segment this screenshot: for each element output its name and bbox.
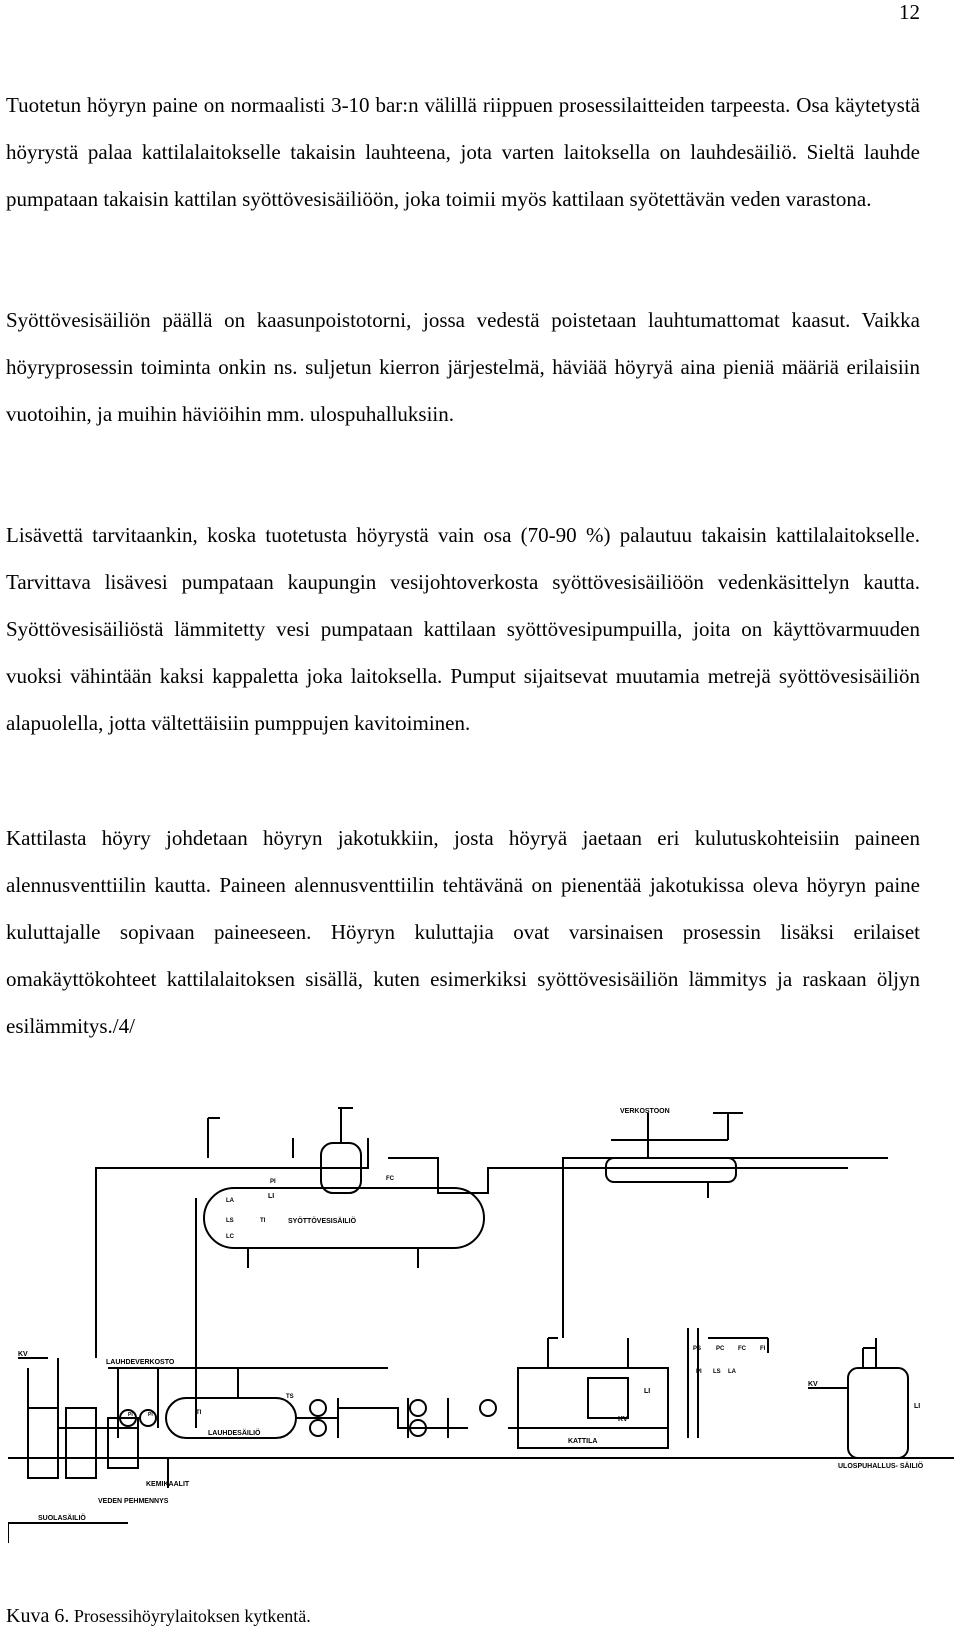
diagram-label-li-boiler: LI xyxy=(644,1388,651,1395)
diagram-label-pi4: PI xyxy=(148,1412,153,1418)
diagram-label-pi3: PI xyxy=(128,1412,133,1418)
diagram-label-condensate-network: LAUHDEVERKOSTO xyxy=(106,1359,175,1366)
diagram-label-ls: LS xyxy=(226,1218,234,1224)
diagram-label-condensate-tank: LAUHDESÄILIÖ xyxy=(208,1430,261,1437)
diagram-label-salt-tank: SUOLASÄILIÖ xyxy=(38,1515,86,1522)
caption-label: Kuva 6. xyxy=(6,1605,70,1627)
diagram-label-kv-left: KV xyxy=(18,1351,28,1358)
diagram-label-ts: TS xyxy=(286,1394,294,1400)
diagram-label-la2: LA xyxy=(728,1369,736,1375)
diagram-label-ti-feed: TI xyxy=(260,1218,266,1224)
diagram-label-fc2: FC xyxy=(738,1346,746,1352)
diagram-label-fc: FC xyxy=(386,1176,394,1182)
diagram-label-ls2: LS xyxy=(713,1369,721,1375)
process-steam-plant-diagram xyxy=(8,1098,954,1606)
paragraph-4: Kattilasta höyry johdetaan höyryn jakotukkiin, josta höyryä jaetaan eri kulutuskohteisiin paineen alennusventtiilin kautta. Paineen alennusventtiilin tehtävänä on pienentää jakotukissa oleva höyryn paine kuluttajalle sopivaan paineeseen. Höyryn kuluttajia ovat varsinaisen prosessin lisäksi erilaiset omakäyttökohteet kattilalaitoksen sisällä, kuten esimerkiksi syöttövesisäiliön lämmitys ja raskaan öljyn esilämmitys./4/ xyxy=(6,826,920,1038)
page-number: 12 xyxy=(899,0,920,24)
diagram-label-pi: PI xyxy=(270,1179,276,1185)
diagram-label-chemicals: KEMIKAALIT xyxy=(146,1481,190,1488)
diagram-label-pi2: PI xyxy=(696,1369,702,1375)
diagram-label-la: LA xyxy=(226,1198,234,1204)
diagram-label-li-right: LI xyxy=(914,1403,921,1410)
diagram-label-lc: LC xyxy=(226,1234,234,1240)
diagram-label-kv-right: KV xyxy=(808,1381,818,1388)
diagram-label-fi: FI xyxy=(760,1346,766,1352)
diagram-label-ti-cond: TI xyxy=(196,1410,202,1416)
figure-caption xyxy=(6,1604,311,1628)
diagram-label-pc: PC xyxy=(716,1346,725,1352)
diagram-label-steam-network: VERKOSTOON xyxy=(620,1108,670,1115)
diagram-label-blowdown-tank: ULOSPUHALLUS- SÄILIÖ xyxy=(838,1463,924,1470)
paragraph-1: Tuotetun höyryn paine on normaalisti 3-10 bar:n välillä riippuen prosessilaitteiden tarpeesta. Osa käytetystä höyrystä palaa kattilalaitokselle takaisin lauhteena, jota varten laitoksella on lauhdesäiliö. Sieltä lauhde pumpataan takaisin kattilan syöttövesisäiliöön, joka toimii myös kattilaan syötettävän veden varastona. xyxy=(6,93,920,211)
diagram-label-feedwater-tank: SYÖTTÖVESISÄILIÖ xyxy=(288,1218,357,1225)
diagram-label-li-left: LI xyxy=(268,1193,275,1200)
paragraph-3: Lisävettä tarvitaankin, koska tuotetusta höyrystä vain osa (70-90 %) palautuu takaisin kattilalaitokselle. Tarvittava lisävesi pumpataan kaupungin vesijohtoverkosta syöttövesisäiliöön vedenkäsittelyn kautta. Syöttövesisäiliöstä lämmitetty vesi pumpataan kattilaan syöttövesipumpuilla, joita on käyttövarmuuden vuoksi vähintään kaksi kappaletta joka laitoksella. Pumput sijaitsevat muutamia metrejä syöttövesisäiliön alapuolella, jotta vältettäisiin pumppujen kavitoiminen. xyxy=(6,523,920,735)
diagram-label-boiler: KATTILA xyxy=(568,1438,598,1445)
diagram-label-kv-boiler: KV xyxy=(618,1416,628,1423)
caption-text: Prosessihöyrylaitoksen kytkentä. xyxy=(73,1606,311,1626)
diagram-label-water-softening: VEDEN PEHMENNYS xyxy=(98,1498,169,1505)
paragraph-2: Syöttövesisäiliön päällä on kaasunpoistotorni, jossa vedestä poistetaan lauhtumattomat kaasut. Vaikka höyryprosessin toiminta onkin ns. suljetun kierron järjestelmä, häviää höyryä aina pieniä määriä erilaisiin vuotoihin, ja muihin häviöihin mm. ulospuhalluksiin. xyxy=(6,308,920,426)
diagram-label-ps: PS xyxy=(693,1346,702,1352)
